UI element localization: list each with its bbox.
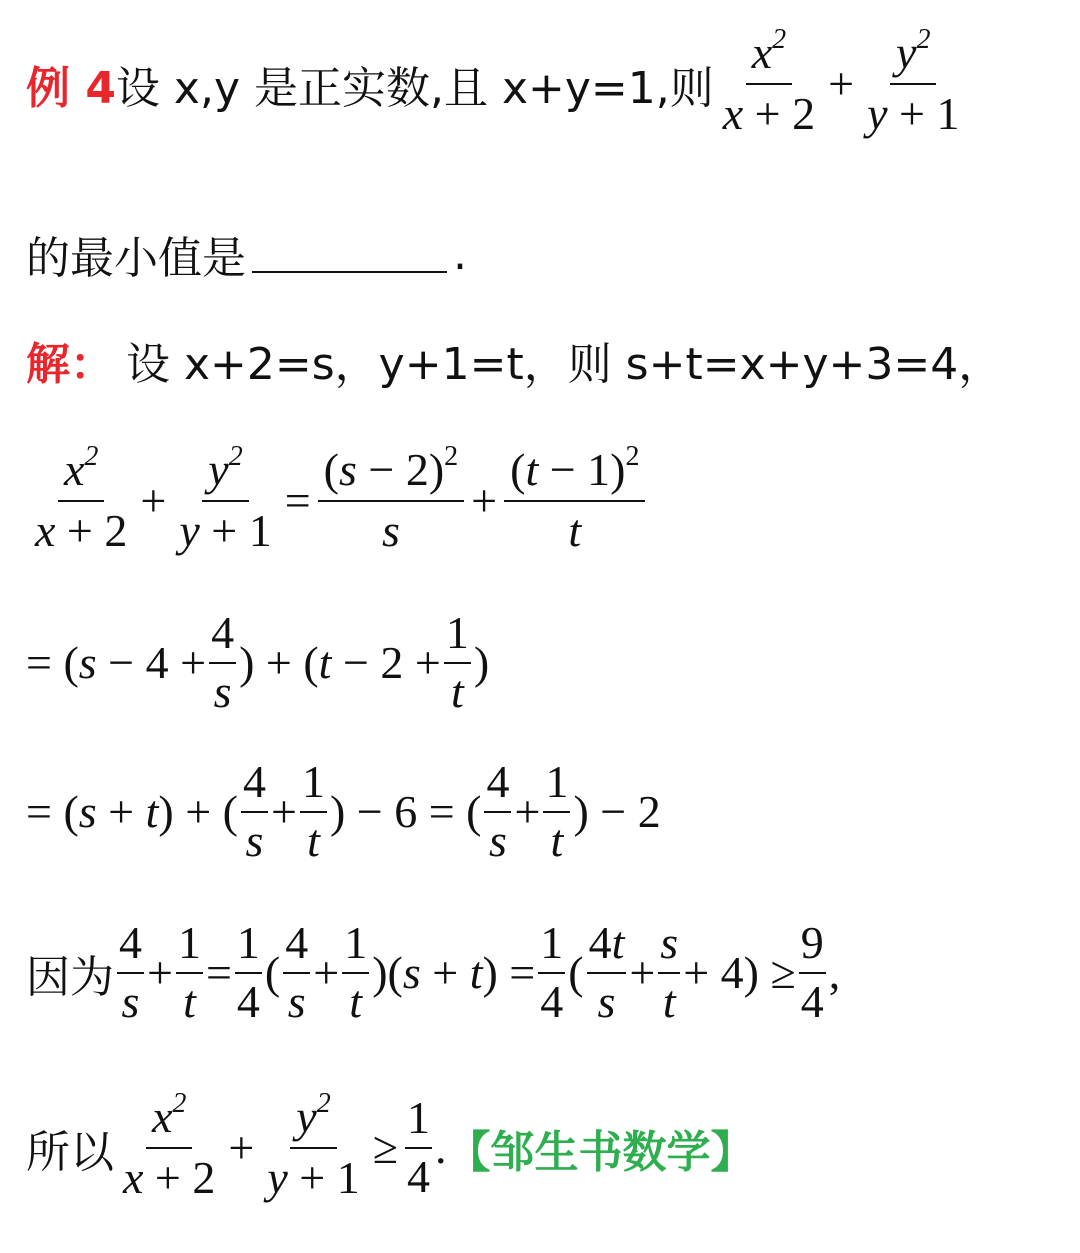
therefore-text: 所以 (26, 1126, 114, 1178)
solution-line (26, 328, 1002, 392)
equation-step-3: = (s + t) + ( $\frac{4}{s}$ + $\frac{1}{t}$ ) − 6 = ( $\frac{4}{s}$ + $\frac{1}{t}$ ) − 2 (26, 756, 661, 866)
conclusion-line: 所以 $\frac{x^2}{x + 2}$ + $\frac{y^2}{y + 1}$ ≥ $\frac{1}{4}$ . 【邹生书数学】 (26, 1088, 755, 1203)
because-text: 因为 (26, 951, 114, 1003)
substitution-text: 设 x+2=s，y+1=t，则 s+t=x+y+3=4， (126, 339, 1003, 390)
problem-label: 例 4 (26, 62, 116, 114)
problem-line: 例 4 设 x,y 是正实数,且 x+y=1,则 $\frac{x^2}{x + 2}$ + $\frac{y^2}{y + 1}$ (26, 28, 968, 139)
brand-watermark: 【邹生书数学】 (446, 1126, 755, 1178)
equation-step-1: $\frac{x^2}{x + 2}$ + $\frac{y^2}{y + 1}$ = $\frac{(s - 2)^2}{s}$ + $\frac{(t - 1)^2}{t}$ (26, 445, 648, 556)
problem-text: 设 x,y 是正实数,且 x+y=1,则 (115, 62, 714, 114)
inequality-line: 因为 $\frac{4}{s}$ + $\frac{1}{t}$ = $\frac{1}{4}$ ( $\frac{4}{s}$ + $\frac{1}{t}$ )(s + t) = $\frac{1}{4}$ ( $\frac{4t}{s}$ + $\frac{s}{t}$ + 4) ≥ $\frac{9}{4}$ , (26, 917, 841, 1027)
fraction-x2-over-x-plus-2: $\frac{x^2}{x + 2}$ (722, 24, 816, 139)
solution-label: 解： (26, 339, 114, 390)
equation-step-2: = (s − 4 + $\frac{4}{s}$ ) + (t − 2 + $\frac{1}{t}$ ) (26, 607, 490, 717)
question-period: . (453, 228, 467, 280)
question-text: 的最小值是 (26, 233, 246, 284)
answer-blank (252, 235, 447, 273)
fraction-y2-over-y-plus-1: $\frac{y^2}{y + 1}$ (867, 24, 960, 139)
question-line (26, 222, 467, 286)
